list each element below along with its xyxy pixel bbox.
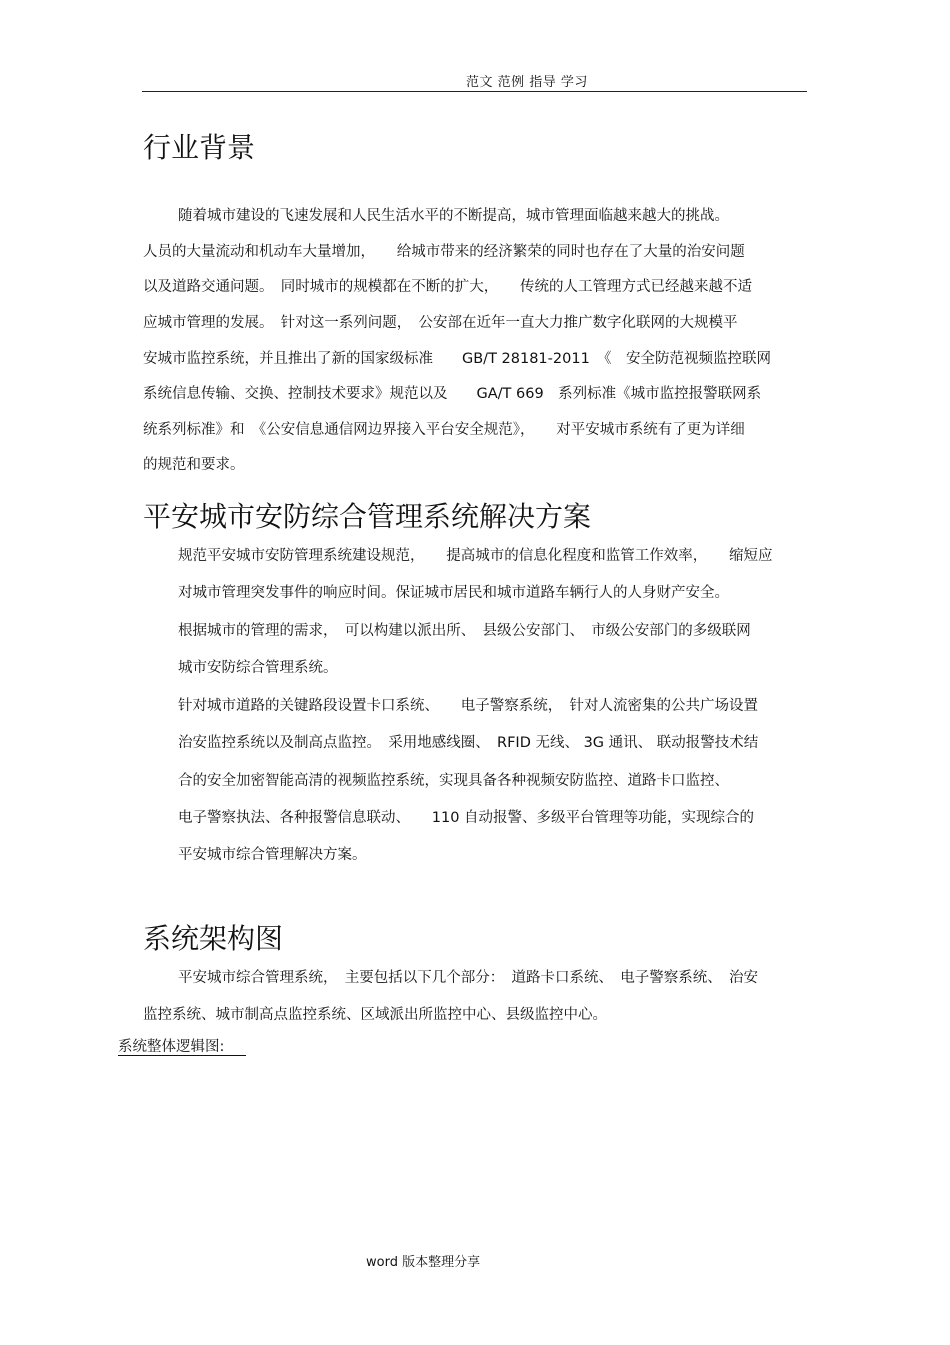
paragraph-line: 监控系统、城市制高点监控系统、区域派出所监控中心、县级监控中心。 [143, 1007, 607, 1023]
paragraph-line: 随着城市建设的飞速发展和人民生活水平的不断提高，城市管理面临越来越大的挑战。 [178, 208, 729, 224]
section-title-industry-background: 行业背景 [143, 131, 256, 164]
paragraph-line: 根据城市的管理的需求， 可以构建以派出所、 县级公安部门、 市级公安部门的多级联网 [178, 623, 751, 639]
paragraph-line: 针对城市道路的关键路段设置卡口系统、 电子警察系统， 针对人流密集的公共广场设置 [178, 698, 758, 714]
paragraph-line: 合的安全加密智能高清的视频监控系统，实现具备各种视频安防监控、道路卡口监控、 [178, 773, 729, 789]
header-rule [142, 91, 807, 92]
paragraph-line: 应城市管理的发展。 针对这一系列问题， 公安部在近年一直大力推广数字化联网的大规模平 [143, 315, 738, 331]
logic-diagram-label: 系统整体逻辑图: [118, 1039, 246, 1056]
paragraph-line: 人员的大量流动和机动车大量增加， 给城市带来的经济繁荣的同时也存在了大量的治安问题 [143, 244, 745, 260]
paragraph-line: 对城市管理突发事件的响应时间。保证城市居民和城市道路车辆行人的人身财产安全。 [178, 585, 729, 601]
paragraph-line: 安城市监控系统，并且推出了新的国家级标准 GB/T 28181-2011 《 安全防范视频监控联网 [143, 351, 772, 367]
paragraph-line: 城市安防综合管理系统。 [178, 660, 338, 676]
paragraph-line: 平安城市综合管理解决方案。 [178, 847, 367, 863]
paragraph-line: 平安城市综合管理系统， 主要包括以下几个部分： 道路卡口系统、 电子警察系统、 治安 [178, 970, 758, 986]
section-title-solution: 平安城市安防综合管理系统解决方案 [143, 500, 592, 533]
paragraph-line: 的规范和要求。 [143, 457, 245, 473]
page-header: 范文 范例 指导 学习 [466, 75, 588, 90]
paragraph-line: 治安监控系统以及制高点监控。 采用地感线圈、 RFID 无线、 3G 通讯、 联动报警技术结 [178, 735, 759, 751]
page-footer: word 版本整理分享 [366, 1255, 481, 1270]
paragraph-line: 以及道路交通问题。 同时城市的规模都在不断的扩大， 传统的人工管理方式已经越来越不适 [143, 279, 752, 295]
paragraph-line: 电子警察执法、各种报警信息联动、 110 自动报警、多级平台管理等功能，实现综合的 [178, 810, 755, 826]
paragraph-line: 系统信息传输、交换、控制技术要求》规范以及 GA/T 669 系列标准《城市监控报警联网系 [143, 386, 762, 402]
section-title-architecture: 系统架构图 [143, 922, 284, 955]
paragraph-line: 规范平安城市安防管理系统建设规范， 提高城市的信息化程度和监管工作效率， 缩短应 [178, 548, 773, 564]
paragraph-line: 统系列标准》和 《公安信息通信网边界接入平台安全规范》， 对平安城市系统有了更为详细 [143, 422, 745, 438]
